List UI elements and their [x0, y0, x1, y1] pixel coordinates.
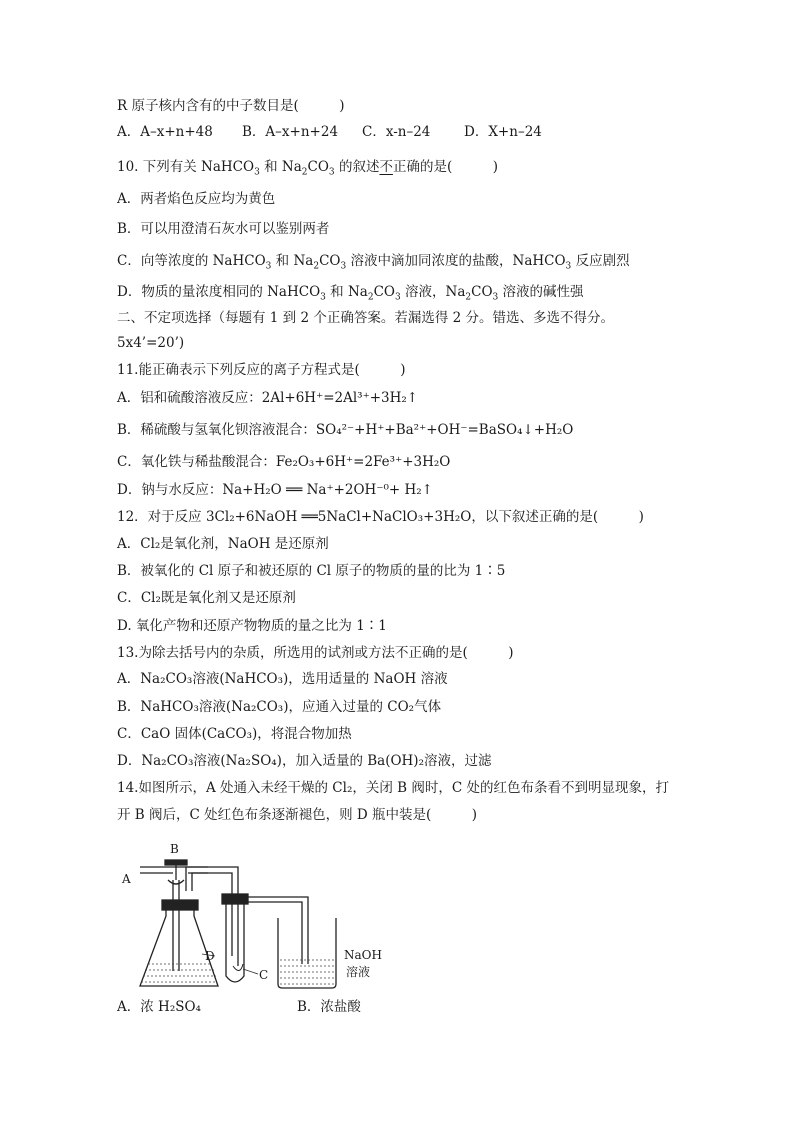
- q11-option-a: A．铝和硫酸溶液反应：2Al+6H⁺=2Al³⁺+3H₂↑: [117, 390, 419, 406]
- section-title: 二、不定项选择（每题有 1 到 2 个正确答案。若漏选得 2 分。错选、多选不得分。: [117, 310, 615, 326]
- exit-pipe: [244, 897, 308, 964]
- inlet-pipe: [140, 867, 208, 873]
- q13-option-c: C．CaO 固体(CaCO₃)，将混合物加热: [117, 726, 352, 742]
- emphasis-not: 不: [379, 159, 393, 175]
- q13-stem: 13.为除去括号内的杂质，所选用的试剂或方法不正确的是( ): [117, 645, 514, 661]
- q11-option-b: B．稀硫酸与氢氧化钡溶液混合：SO₄²⁻+H⁺+Ba²⁺+OH⁻=BaSO₄↓+H₂O: [117, 422, 574, 438]
- q9-option-d: D．X+n–24: [464, 124, 542, 140]
- q11-stem: 11.能正确表示下列反应的离子方程式是( ): [117, 362, 406, 378]
- q10-stem: 10. 下列有关 NaHCO$_3$ 和 $Na_2CO_3$ 的叙述不正确的是( ): [117, 159, 498, 178]
- q12-option-c: C．Cl₂既是氧化剂又是还原剂: [117, 590, 296, 606]
- q13-option-b: B．NaHCO₃溶液(Na₂CO₃)，应通入过量的 CO₂气体: [117, 699, 442, 715]
- q10-option-a: A．两者焰色反应均为黄色: [117, 191, 276, 207]
- label-d: D: [205, 949, 215, 963]
- label-naoh: NaOH: [344, 948, 382, 962]
- q14-stem-line1: 14.如图所示，A 处通入未经干燥的 Cl₂，关闭 B 阀时，C 处的红色布条看不到明显现象，打: [117, 780, 669, 796]
- q14-option-a: A．浓 H₂SO₄: [117, 999, 201, 1015]
- q10-option-b: B．可以用澄清石灰水可以鉴别两者: [117, 221, 330, 237]
- q14-option-b: B．浓盐酸: [297, 999, 361, 1015]
- q9-stem: R 原子核内含有的中子数目是( ): [117, 98, 345, 114]
- apparatus-figure: [118, 836, 393, 996]
- q9-option-a: A．A–x+n+48: [117, 124, 213, 140]
- q12-option-d: D. 氧化产物和还原产物物质的量之比为 1∶1: [117, 618, 387, 634]
- q9-options: [117, 123, 542, 141]
- q11-option-d: D．钠与水反应：Na+H₂O ══ Na⁺+2OH⁻⁰+ H₂↑: [117, 482, 433, 498]
- q9-option-b: B．A–x+n+24: [242, 124, 339, 140]
- valve-b: [165, 860, 187, 865]
- q11-option-c: C．氧化铁与稀盐酸混合：Fe₂O₃+6H⁺=2Fe³⁺+3H₂O: [117, 454, 451, 470]
- test-tube: [226, 904, 244, 982]
- label-solution: 溶液: [346, 965, 371, 979]
- q12-option-a: A．Cl₂是氧化剂，NaOH 是还原剂: [117, 536, 329, 552]
- q10-option-d: D．物质的量浓度相同的 NaHCO$_3$ 和 $Na_2CO_3$ 溶液，$Na_2CO_3$ 溶液的碱性强: [117, 284, 584, 303]
- q9-option-c: C．x-n–24: [362, 124, 431, 140]
- q10-option-c: C．向等浓度的 NaHCO$_3$ 和 $Na_2CO_3$ 溶液中滴加同浓度的盐酸，NaHCO$_3$ 反应剧烈: [117, 253, 630, 272]
- q12-option-b: B．被氧化的 Cl 原子和被还原的 Cl 原子的物质的量的比为 1∶5: [117, 563, 506, 579]
- connector-pipe: [186, 867, 238, 894]
- label-c: C: [259, 968, 269, 982]
- label-b: B: [170, 842, 179, 856]
- label-a: A: [122, 872, 131, 886]
- q14-stem-line2: 开 B 阀后，C 处红色布条逐渐褪色，则 D 瓶中装是( ): [117, 807, 478, 823]
- section-score: 5x4’=20’): [117, 335, 185, 351]
- q12-stem: 12．对于反应 3Cl₂+6NaOH ══5NaCl+NaClO₃+3H₂O，以下叙述正确的是( ): [117, 509, 644, 525]
- q14-options: [117, 998, 361, 1016]
- flask-stopper: [162, 900, 198, 910]
- q13-option-a: A．Na₂CO₃溶液(NaHCO₃)，选用适量的 NaOH 溶液: [117, 671, 448, 687]
- beaker: [278, 918, 336, 988]
- q13-option-d: D．Na₂CO₃溶液(Na₂SO₄)，加入适量的 Ba(OH)₂溶液，过滤: [117, 753, 492, 769]
